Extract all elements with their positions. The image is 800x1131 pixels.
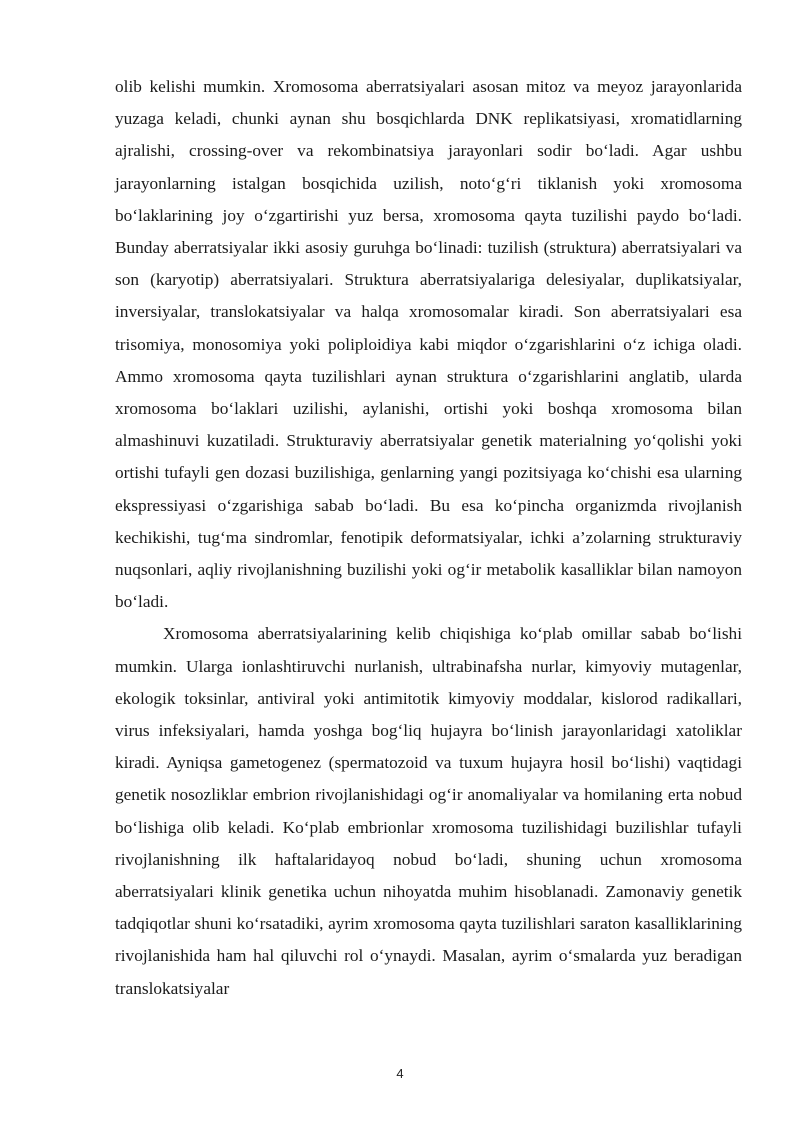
paragraph-1: olib kelishi mumkin. Xromosoma aberratsiyalari asosan mitoz va meyoz jarayonlarida yuzaga keladi, chunki aynan shu bosqichlarda DNK replikatsiyasi, xromatidlarning ajralishi, crossing-over va rekombinatsiya jarayonlari sodir bo‘ladi. Agar ushbu jarayonlarning istalgan bosqichida uzilish, noto‘g‘ri tiklanish yoki xromosoma bo‘laklarining joy o‘zgartirishi yuz bersa, xromosoma qayta tuzilishi paydo bo‘ladi. Bunday aberratsiyalar ikki asosiy guruhga bo‘linadi: tuzilish (struktura) aberratsiyalari va son (karyotip) aberratsiyalari. Struktura aberratsiyalariga delesiyalar, duplikatsiyalar, inversiyalar, translokatsiyalar va halqa xromosomalar kiradi. Son aberratsiyalari esa trisomiya, monosomiya yoki poliploidiya kabi miqdor o‘zgarishlarini o‘z ichiga oladi. Ammo xromosoma qayta tuzilishlari aynan struktura o‘zgarishlarini anglatib, ularda xromosoma bo‘laklari uzilishi, aylanishi, ortishi yoki boshqa xromosoma bilan almashinuvi kuzatiladi. Strukturaviy aberratsiyalar genetik materialning yo‘qolishi yoki ortishi tufayli gen dozasi buzilishiga, genlarning yangi pozitsiyaga ko‘chishi esa ularning ekspressiyasi o‘zgarishiga sabab bo‘ladi. Bu esa ko‘pincha organizmda rivojlanish kechikishi, tug‘ma sindromlar, fenotipik deformatsiyalar, ichki a’zolarning strukturaviy nuqsonlari, aqliy rivojlanishning buzilishi yoki og‘ir metabolik kasalliklar bilan namoyon bo‘ladi. (115, 77, 742, 612)
body-text (115, 71, 742, 1005)
paragraph-2: Xromosoma aberratsiyalarining kelib chiqishiga ko‘plab omillar sabab bo‘lishi mumkin. Ularga ionlashtiruvchi nurlanish, ultrabinafsha nurlar, kimyoviy mutagenlar, ekologik toksinlar, antiviral yoki antimitotik kimyoviy moddalar, kislorod radikallari, virus infeksiyalari, hamda yoshga bog‘liq hujayra bo‘linish jarayonlaridagi xatoliklar kiradi. Ayniqsa gametogenez (spermatozoid va tuxum hujayra hosil bo‘lishi) vaqtidagi genetik nosozliklar embrion rivojlanishidagi og‘ir anomaliyalar va homilaning erta nobud bo‘lishiga olib keladi. Ko‘plab embrionlar xromosoma tuzilishidagi buzilishlar tufayli rivojlanishning ilk haftalaridayoq nobud bo‘ladi, shuning uchun xromosoma aberratsiyalari klinik genetika uchun nihoyatda muhim hisoblanadi. Zamonaviy genetik tadqiqotlar shuni ko‘rsatadiki, ayrim xromosoma qayta tuzilishlari saraton kasalliklarining rivojlanishida ham hal qiluvchi rol o‘ynaydi. Masalan, ayrim o‘smalarda yuz beradigan translokatsiyalar (115, 624, 742, 998)
page-number: 4 (396, 1066, 404, 1081)
